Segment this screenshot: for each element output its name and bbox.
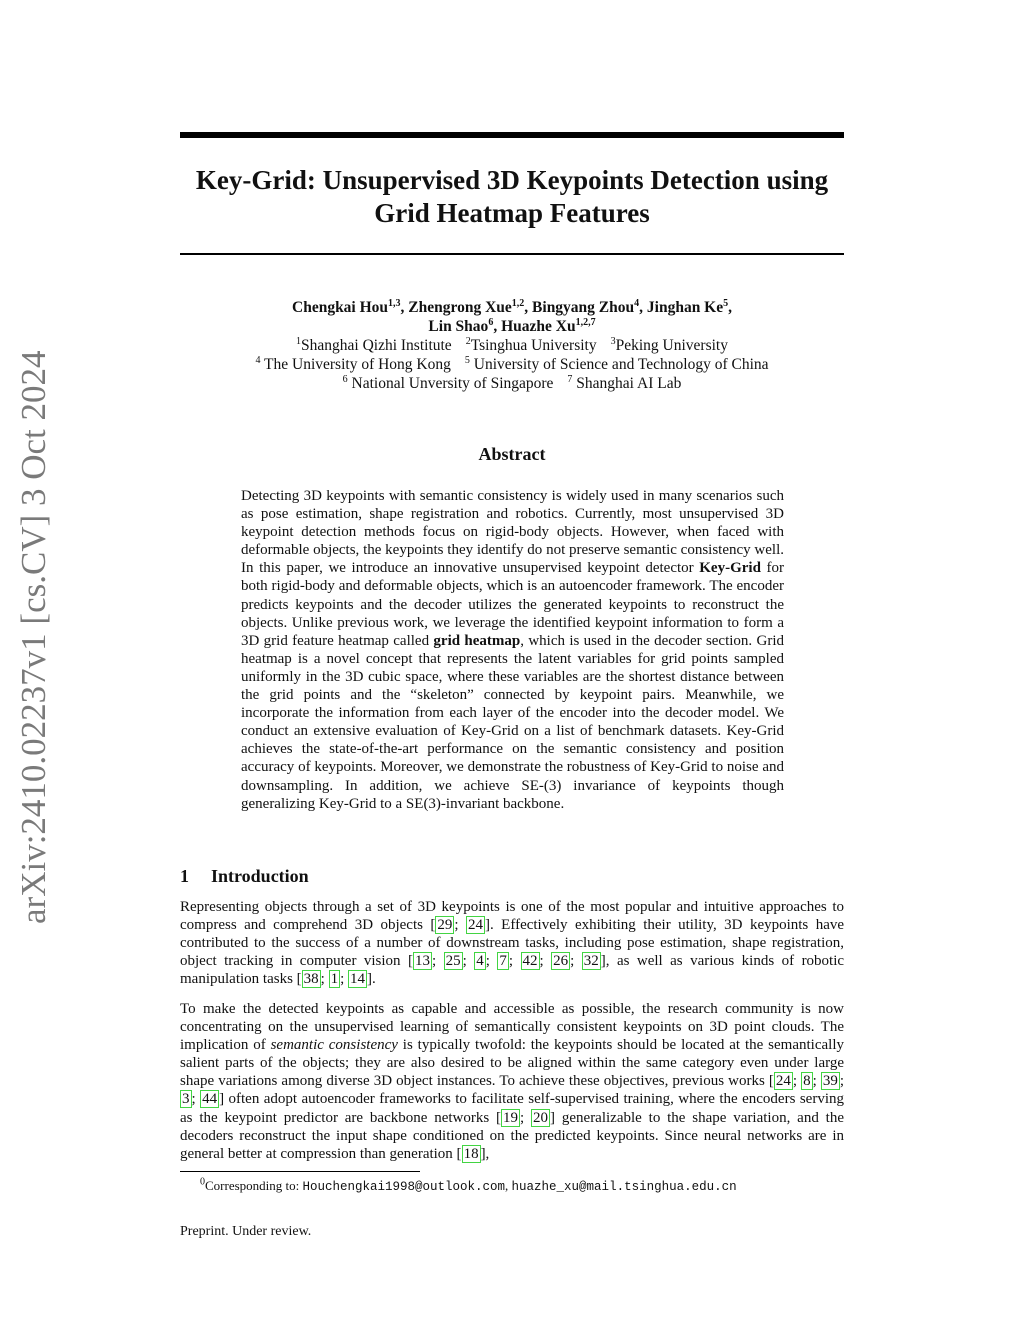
affil-sup: 6: [342, 373, 348, 385]
email-link[interactable]: huazhe_xu@mail.tsinghua.edu.cn: [511, 1180, 737, 1194]
affiliation: National Unversity of Singapore: [351, 375, 554, 392]
author-sup: 6: [488, 316, 494, 328]
affil-sup: 4: [255, 354, 261, 366]
author-name: Huazhe Xu: [501, 318, 576, 335]
title-rule-bottom: [180, 253, 844, 255]
footnote: [200, 1178, 737, 1194]
footnote-marker: 0: [200, 1176, 205, 1188]
affil-sup: 1: [296, 335, 302, 347]
text-run: Representing objects through a set of 3D keypoints is one of the most popular and intuitive approaches to compress and comprehend 3D objects [: [180, 899, 844, 934]
citation-link[interactable]: 39: [822, 1073, 838, 1090]
citation-link[interactable]: 26: [553, 953, 569, 970]
author-name: Chengkai Hou: [292, 299, 389, 316]
affil-sup: 7: [567, 373, 573, 385]
affil-sup: 2: [465, 335, 471, 347]
footnote-separator: ,: [505, 1178, 512, 1193]
text-run: To make the detected keypoints as capable and accessible as possible, the research community is now concentrating on the unsupervised learning of semantically consistent keypoints on 3D point clouds. The implication of: [180, 1001, 844, 1054]
text-run: is typically twofold: the keypoints should be located at the semantically salient parts of the objects; they are also desired to be aligned within the same category even under large shape variations among diverse 3D object instances. To achieve these objectives, previous works [: [180, 1037, 844, 1090]
citation-link[interactable]: 3: [182, 1091, 190, 1108]
author-block: [150, 298, 874, 393]
affiliation: Tsinghua University: [470, 337, 597, 354]
author-row-2: Lin Shao$^6$, Huazhe Xu$^{1,2,7}$: [428, 316, 596, 335]
section-heading-introduction: [180, 866, 309, 887]
text-run: ], as well as various kinds of robotic manipulation tasks [: [180, 953, 845, 988]
text-run: ] generalizable to the shape variation, and the decoders reconstruct the input shape conditioned on the predicted keypoints. Since neural networks are in general better at compression than generation [: [180, 1109, 844, 1162]
title-rule-top: [180, 132, 844, 138]
citation-link[interactable]: 19: [503, 1109, 519, 1126]
citation-link[interactable]: 24: [468, 917, 484, 934]
arxiv-stamp: arXiv:2410.02237v1 [cs.CV] 3 Oct 2024: [14, 350, 53, 924]
footnote-rule: [180, 1171, 420, 1172]
affiliation: University of Science and Technology of China: [473, 356, 769, 373]
affiliation: Shanghai Qizhi Institute: [301, 337, 452, 354]
author-name: Zhengrong Xue: [408, 299, 512, 316]
citation-link[interactable]: 1: [330, 971, 339, 988]
abstract-part: Detecting 3D keypoints with semantic consistency is widely used in many scenarios such as pose estimation, shape registration and robotics. Currently, most unsupervised 3D keypoint detection methods focus on rigid-body objects. However, when faced with deformable objects, the keypoints they identify do not preserve semantic consistency well. In this paper, we introduce an innovative unsupervised keypoint detector: [241, 488, 784, 577]
citation-link[interactable]: 14: [350, 971, 365, 988]
affiliation-row-1: [150, 336, 874, 355]
abstract-part: , which is used in the decoder section. Grid heatmap is a novel concept that represents the latent variables for grid points sampled uniformly in the 3D cubic space, where these variables are the shortest distance between the grid points and the “skeleton” connected by keypoint pairs. Meanwhile, we incorporate the information from each layer of the encoder into the decoder model. We conduct an extensive evaluation of Key-Grid on a list of benchmark datasets. Key-Grid achieves the state-of-the-art performance on the semantic consistency and position accuracy of keypoints. Moreover, we demonstrate the robustness of Key-Grid to noise and downsampling. In addition, we achieve SE-(3) invariance of keypoints though generalizing Key-Grid to a SE(3)-invariant backbone.: [241, 632, 785, 812]
author-name: Jinghan Ke: [646, 299, 724, 316]
title-line-1: Key-Grid: Unsupervised 3D Keypoints Detection using: [195, 165, 829, 195]
citation-link[interactable]: 7: [499, 953, 507, 970]
affiliation: Peking University: [615, 337, 728, 354]
affiliation-row-3: [150, 374, 874, 393]
text-run: ].: [367, 971, 376, 988]
section-number: 1: [180, 866, 189, 886]
author-sup: 1,2,7: [575, 316, 596, 328]
affil-sup: 5: [464, 354, 470, 366]
citation-link[interactable]: 44: [202, 1091, 218, 1108]
citation-link[interactable]: 18: [463, 1145, 479, 1162]
email-link[interactable]: Houchengkai1998@outlook.com: [302, 1180, 506, 1194]
emphasis-term: semantic consistency: [270, 1037, 398, 1054]
citation-link[interactable]: 25: [445, 953, 461, 970]
text-run: ] often adopt autoencoder frameworks to facilitate self-supervised training, where the encoders serving as the keypoint predictor are backbone networks [: [180, 1091, 844, 1126]
intro-paragraph-2: To make the detected keypoints as capable and accessible as possible, the research community is now concentrating on the unsupervised learning of semantically consistent keypoints on 3D point clouds. The implication of semantic consistency is typically twofold: the keypoints should be located at the semantically salient parts of the objects; they are also desired to be aligned within the same category even under large shape variations among diverse 3D object instances. To achieve these objectives, previous works [ 24 ; 8 ; 39 ; 3 ; 44 ] often adopt autoencoder frameworks to facilitate self-supervised training, where the encoders serving as the keypoint predictor are backbone networks [ 19 ; 20 ] generalizable to the shape variation, and the decoders reconstruct the input shape conditioned on the predicted keypoints. Since neural networks are in general better at compression than generation [ 18 ],: [180, 1001, 844, 1162]
abstract-part: for both rigid-body and deformable objects, which is an autoencoder framework. The encoder predicts keypoints and the decoder utilizes the generated keypoints to reconstruct the objects. Unlike previous work, we leverage the identified keypoint information to form a 3D grid feature heatmap called: [241, 560, 785, 649]
author-sup: 5: [723, 297, 729, 309]
author-row-1: Chengkai Hou$^{1,3}$, Zhengrong Xue$^{1,2}$, Bingyang Zhou$^4$, Jinghan Ke$^5$,: [292, 297, 732, 316]
section-title: Introduction: [211, 866, 309, 886]
abstract-text: [241, 487, 784, 813]
citation-link[interactable]: 38: [303, 971, 319, 988]
author-sup: 4: [634, 297, 640, 309]
affil-sup: 3: [610, 335, 616, 347]
author-name: Bingyang Zhou: [532, 299, 635, 316]
intro-paragraph-1: Representing objects through a set of 3D keypoints is one of the most popular and intuitive approaches to compress and comprehend 3D objects [ 29 ; 24 ]. Effectively exhibiting their utility, 3D keypoints have contributed to the success of a number of downstream tasks, including pose estimation, shape registration, object tracking in computer vision [ 13 ; 25 ; 4 ; 7 ; 42 ; 26 ; 32 ], as well as various kinds of robotic manipulation tasks [ 38 ; 1 ; 14 ].: [180, 899, 845, 988]
citation-link[interactable]: 29: [437, 917, 453, 934]
citation-link[interactable]: 32: [583, 953, 599, 970]
citation-link[interactable]: 8: [803, 1073, 811, 1090]
citation-link[interactable]: 13: [415, 953, 430, 970]
author-sup: 1,3: [388, 297, 401, 309]
paper-title: [150, 164, 874, 230]
preprint-note: Preprint. Under review.: [180, 1224, 312, 1239]
affiliation-row-2: [150, 355, 874, 374]
text-run: ]. Effectively exhibiting their utility, 3D keypoints have contributed to the success of a number of downstream tasks, including pose estimation, shape registration, object tracking in computer vision [: [180, 917, 845, 970]
affiliation: The University of Hong Kong: [264, 356, 451, 373]
citation-link[interactable]: 20: [533, 1109, 549, 1126]
title-line-2: Grid Heatmap Features: [374, 198, 650, 228]
author-sup: 1,2: [511, 297, 525, 309]
citation-link[interactable]: 24: [775, 1073, 791, 1090]
text-run: ],: [480, 1145, 490, 1162]
citation-link[interactable]: 4: [476, 953, 484, 970]
abstract-heading: Abstract: [478, 444, 546, 464]
affiliation: Shanghai AI Lab: [576, 375, 682, 392]
abstract-bold-term: grid heatmap: [433, 632, 521, 649]
author-name: Lin Shao: [428, 318, 489, 335]
abstract-bold-term: Key-Grid: [699, 560, 761, 577]
citation-link[interactable]: 42: [522, 953, 538, 970]
footnote-text: Corresponding to:: [205, 1178, 303, 1193]
